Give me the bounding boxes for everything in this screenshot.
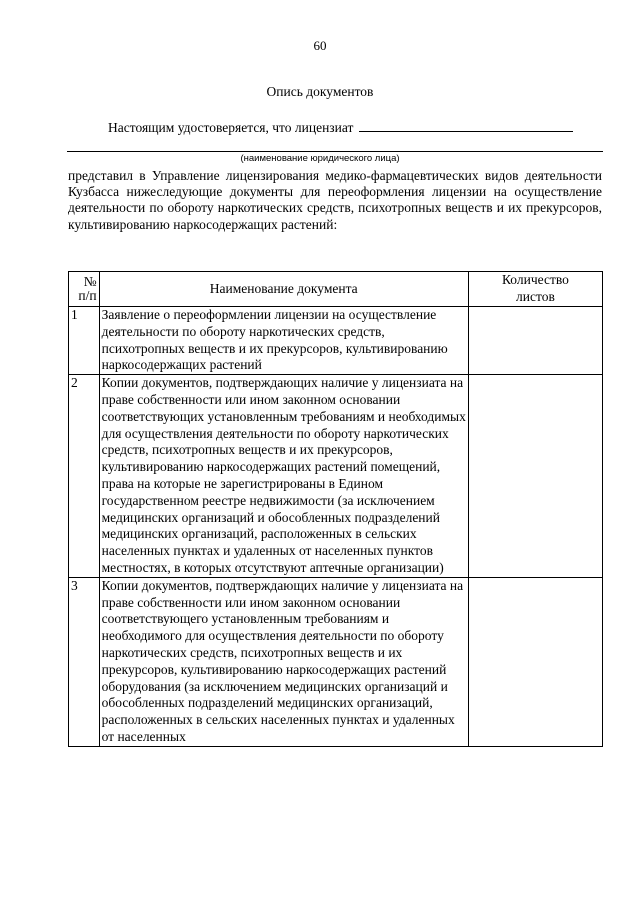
- row-sheet-count[interactable]: [468, 307, 602, 375]
- header-number-line1: №: [83, 274, 97, 289]
- documents-table: [68, 271, 603, 747]
- row-sheet-count[interactable]: [468, 577, 602, 746]
- certify-line: [108, 119, 573, 136]
- header-number: [69, 272, 100, 307]
- row-document-name: Заявление о переоформлении лицензии на осуществление деятельности по обороту наркотических средств, психотропных веществ и их прекурсоров, культивированию наркосодержащих растений: [99, 307, 468, 375]
- row-document-name: Копии документов, подтверждающих наличие у лицензиата на праве собственности или ином законном основании соответствующих установленным требованиям и необходимых для осуществления деятельности по обороту наркотических средств, психотропных веществ и их прекурсоров, культивированию наркосодержащих растений помещений, права на которые не зарегистрированы в Едином государственном реестре недвижимости (за исключением медицинских организаций и обособленных подразделений медицинских организаций, расположенных в сельских населенных пунктах и удаленных от населенных пунктов местностях, в которых отсутствуют аптечные организации): [99, 375, 468, 578]
- intro-paragraph: представил в Управление лицензирования медико-фармацевтических видов деятельности Кузбасса нижеследующие документы для переоформления лицензии на осуществление деятельности по обороту наркотических средств, психотропных веществ и их прекурсоров, культивированию наркосодержащих растений:: [68, 168, 602, 232]
- row-number: 3: [69, 577, 100, 746]
- row-number: 2: [69, 375, 100, 578]
- legal-entity-name-line: [67, 151, 603, 152]
- header-sheet-count: [468, 272, 602, 307]
- licensee-name-blank: [359, 119, 573, 132]
- legal-entity-caption: (наименование юридического лица): [240, 153, 400, 164]
- document-title: Опись документов: [266, 84, 374, 99]
- header-document-name: Наименование документа: [99, 272, 468, 307]
- table-row: [69, 307, 603, 375]
- row-document-name: Копии документов, подтверждающих наличие у лицензиата на праве собственности или ином законном основании соответствующего установленным требованиям и необходимого для осуществления деятельности по обороту наркотических средств, психотропных веществ и их прекурсоров, культивированию наркосодержащих растений оборудования (за исключением медицинских организаций и обособленных подразделений медицинских организаций, расположенных в сельских населенных пунктах и удаленных от населенных: [99, 577, 468, 746]
- header-count-line2: листов: [516, 289, 555, 304]
- header-number-line2: п/п: [78, 288, 97, 303]
- page-number: 60: [313, 38, 327, 53]
- row-number: 1: [69, 307, 100, 375]
- row-sheet-count[interactable]: [468, 375, 602, 578]
- header-count-line1: Количество: [501, 272, 569, 288]
- table-row: [69, 375, 603, 578]
- table-header-row: [69, 272, 603, 307]
- certify-text: Настоящим удостоверяется, что лицензиат: [108, 120, 354, 135]
- table-row: [69, 577, 603, 746]
